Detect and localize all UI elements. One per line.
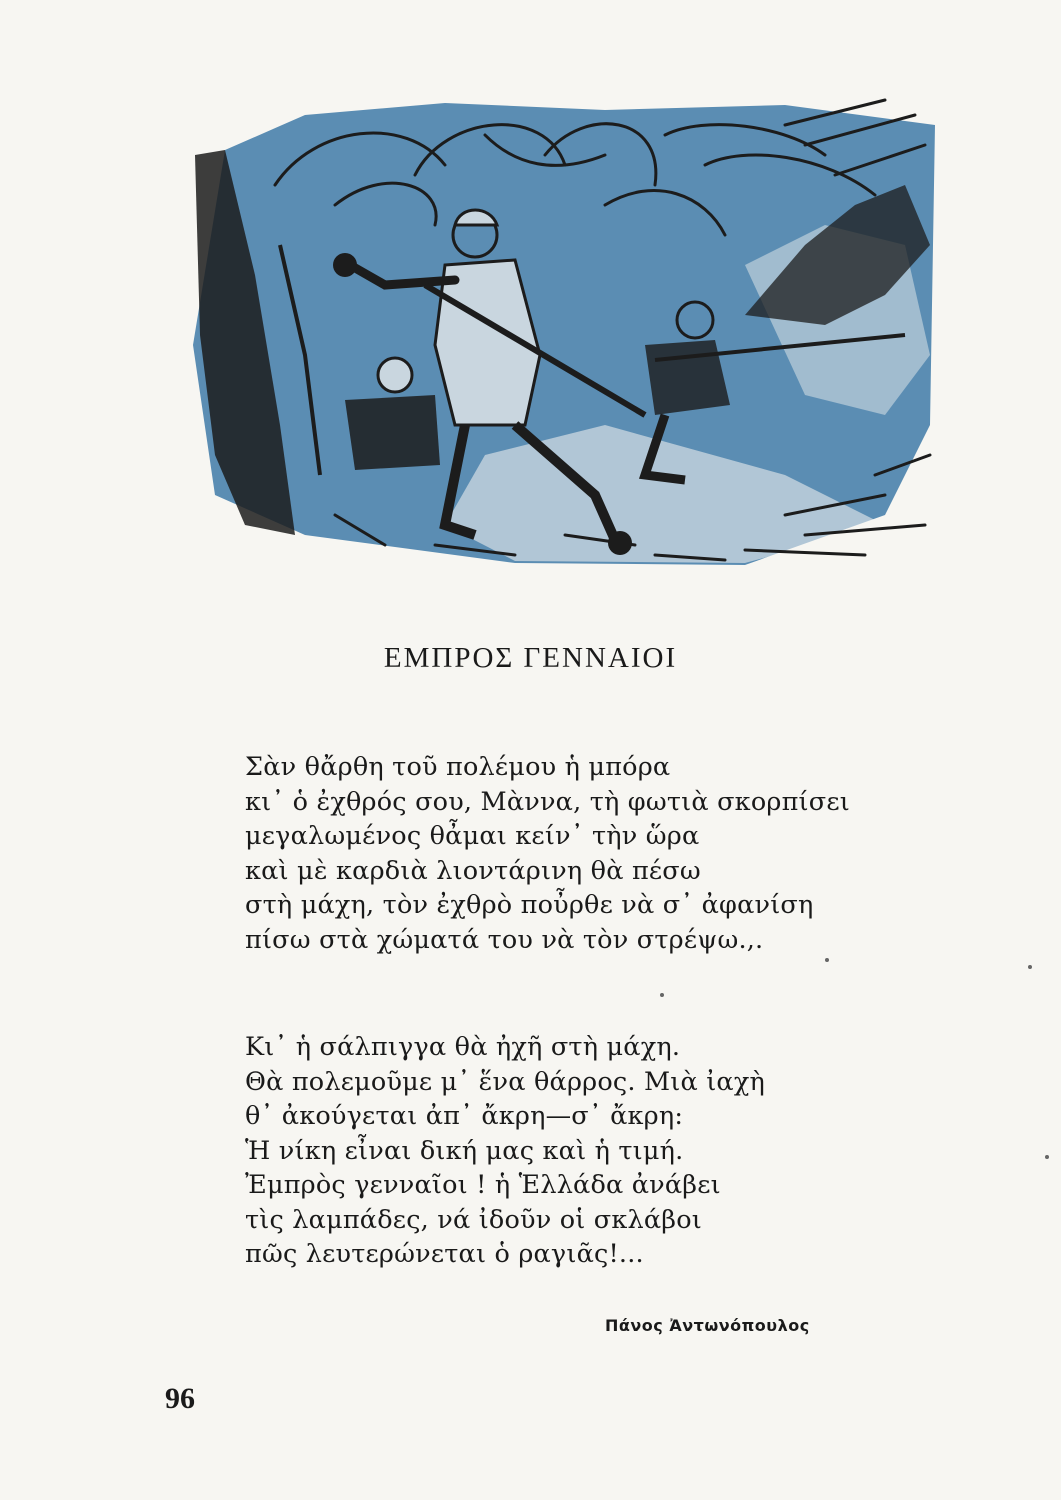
poem-line: πῶς λευτερώνεται ὁ ραγιᾶς!...	[245, 1239, 644, 1269]
poem-line: μεγαλωμένος θἆμαι κείν᾿ τὴν ὥρα	[245, 821, 700, 851]
stanza-1	[245, 750, 885, 957]
print-speck	[825, 958, 829, 962]
page-number: 96	[165, 1382, 195, 1415]
poem-line: πίσω στὰ χώματά του νὰ τὸν στρέψω.,.	[245, 924, 764, 955]
poem-line: Ἡ νίκη εἶναι δική μας καὶ ἡ τιμή.	[245, 1135, 684, 1166]
poem-line: Ἐμπρὸς γενναῖοι ! ἡ Ἑλλάδα ἀνάβει	[245, 1170, 721, 1200]
poem-author: Πάνος Ἀντωνόπουλος	[605, 1316, 810, 1335]
print-speck	[1045, 1155, 1049, 1159]
poem-line: τὶς λαμπάδες, νά ἰδοῦν οἱ σκλάβοι	[245, 1204, 702, 1235]
poem-line: κι᾿ ὁ ἐχθρός σου, Μὰννα, τὴ φωτιὰ σκορπίσει	[245, 786, 850, 817]
battle-illustration	[185, 95, 945, 570]
poem-line: στὴ μάχη, τὸν ἐχθρὸ ποὖρθε νὰ σ᾿ ἀφανίση	[245, 890, 814, 920]
poem-line: Σὰν θἄρθη τοῦ πολέμου ἡ μπόρα	[245, 752, 671, 782]
poem-line: Κι᾿ ἡ σάλπιγγα θὰ ἠχῆ στὴ μάχη.	[245, 1032, 681, 1062]
poem-line: θ᾿ ἀκούγεται ἀπ᾿ ἄκρη—σ᾿ ἄκρη:	[245, 1101, 684, 1131]
stanza-2	[245, 1030, 885, 1272]
poem-line: Θὰ πολεμοῦμε μ᾿ ἕνα θάρρος. Μιὰ ἰαχὴ	[245, 1066, 765, 1097]
print-speck	[660, 993, 664, 997]
poem-title: ΕΜΠΡΟΣ ΓΕΝΝΑΙΟΙ	[383, 642, 678, 674]
poem-line: καὶ μὲ καρδιὰ λιοντάρινη θὰ πέσω	[245, 855, 701, 886]
print-speck	[1028, 965, 1032, 969]
